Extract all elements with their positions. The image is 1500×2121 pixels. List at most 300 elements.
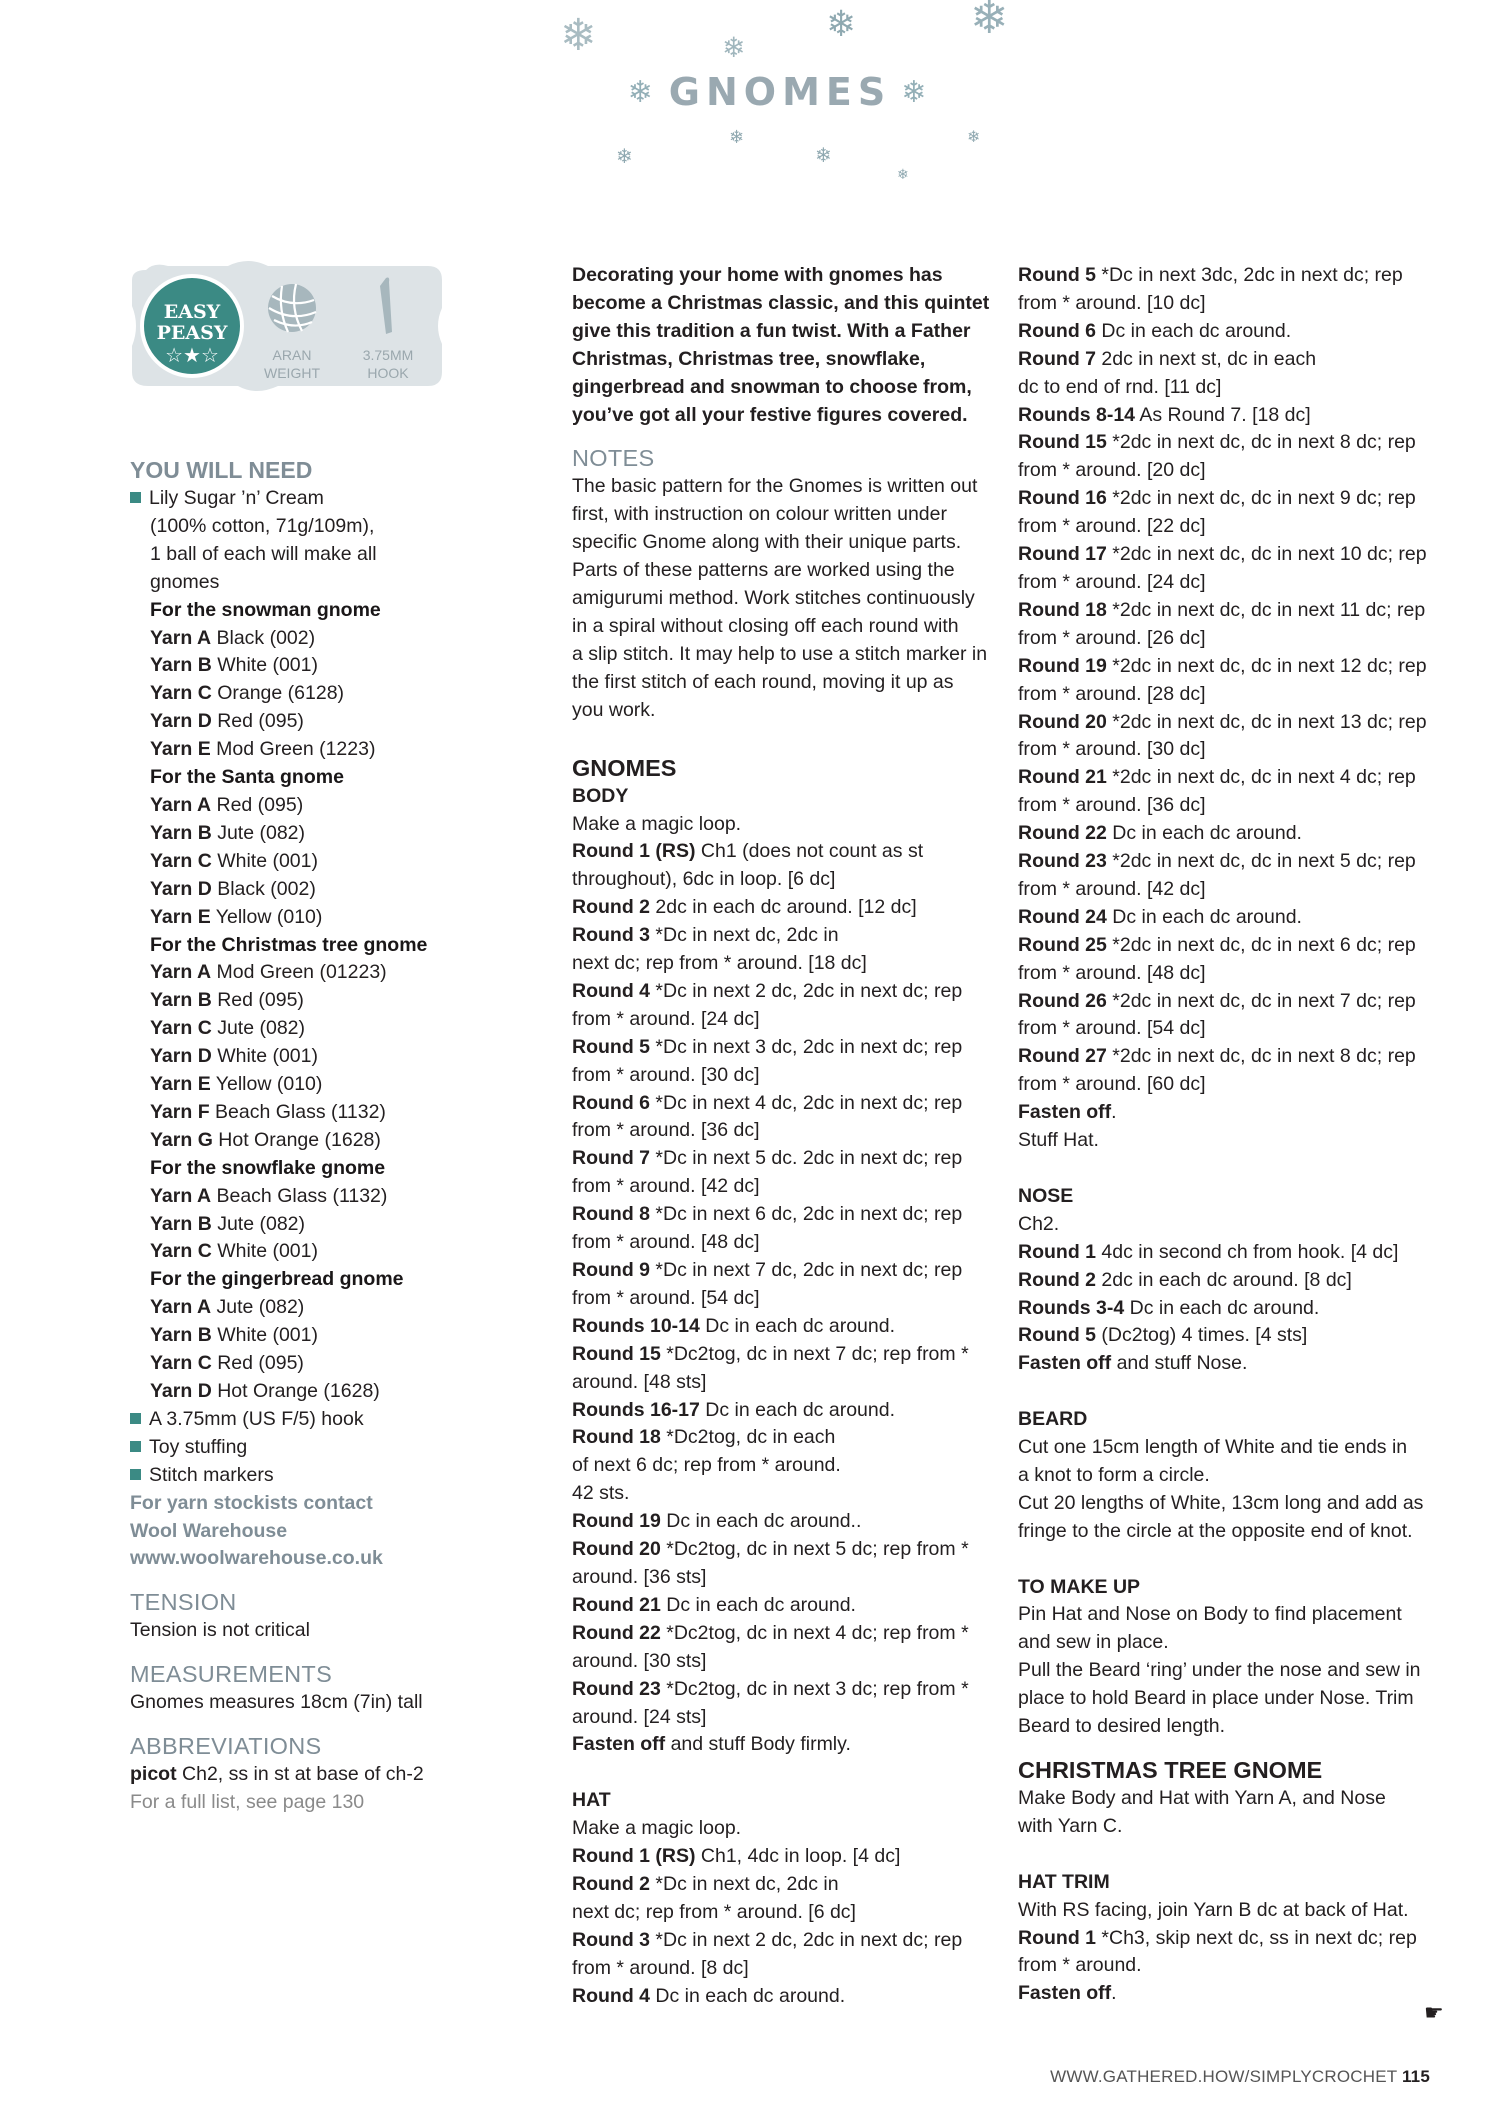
hat-trim-heading: HAT TRIM: [1018, 1870, 1110, 1893]
pattern-column-2: [1018, 262, 1458, 2008]
yarn-letter: Yarn A: [150, 961, 212, 984]
instruction-text: of next 6 dc; rep from * around.: [572, 1454, 841, 1477]
yarn-item: [130, 904, 530, 932]
instruction-text: *2dc in next dc, dc in next 7 dc; rep: [1106, 989, 1416, 1012]
instruction-line: [1018, 402, 1458, 430]
yarn-colour: Red (095): [216, 793, 304, 816]
yarn-colour: Jute (082): [216, 1296, 305, 1319]
instruction-line: [572, 978, 1002, 1006]
round-label: Round 6: [572, 1091, 650, 1114]
instruction-text: *2dc in next dc, dc in next 9 dc; rep: [1106, 487, 1416, 510]
instruction-line: [572, 1508, 1002, 1536]
round-label: Round 19: [1018, 654, 1107, 677]
instruction-line: [1018, 820, 1458, 848]
instruction-line: [1018, 513, 1458, 541]
instruction-text: from * around. [48 dc]: [572, 1231, 760, 1254]
instruction-line: [1018, 1071, 1458, 1099]
round-label: Round 2: [572, 1872, 650, 1895]
instruction-line: [1018, 1239, 1458, 1267]
instruction-line: [1018, 904, 1458, 932]
instruction-text: Ch2.: [1018, 1212, 1060, 1235]
instruction-text: from * around. [24 dc]: [572, 1007, 760, 1030]
round-label: Round 6: [1018, 319, 1096, 342]
round-label: Round 2: [572, 896, 650, 919]
instruction-line: [572, 1983, 1002, 2011]
instruction-text: from * around. [42 dc]: [1018, 877, 1206, 900]
round-label: Round 22: [1018, 822, 1107, 845]
instruction-line: [572, 1145, 1002, 1173]
round-label: Fasten off: [1018, 1982, 1112, 2005]
round-label: Round 8: [572, 1203, 650, 1226]
page-number: 115: [1401, 2067, 1430, 2086]
beard-heading: BEARD: [1018, 1408, 1088, 1431]
yarn-letter: Yarn C: [150, 682, 212, 705]
extra-supplies: [130, 1406, 530, 1490]
instruction-text: *Dc in next 3dc, 2dc in next dc; rep: [1096, 264, 1403, 286]
yarn-item: [130, 1350, 530, 1378]
instruction-text: around. [36 sts]: [572, 1565, 707, 1588]
page-footer: [1050, 2067, 1430, 2087]
instruction-line: [1018, 1897, 1458, 1925]
snowflake-icon: ❄: [560, 11, 597, 60]
supply-text: Stitch markers: [149, 1463, 274, 1486]
instruction-text: Ch1 (does not count as st: [695, 840, 924, 863]
instruction-line: [1018, 764, 1458, 792]
yarn-letter: Yarn C: [150, 849, 212, 872]
instruction-line: [572, 1927, 1002, 1955]
yarn-weight-line1: ARAN: [272, 347, 312, 363]
yarn-intro-text: 1 ball of each will make all: [150, 542, 377, 565]
yarn-colour: Mod Green (01223): [216, 961, 387, 984]
instruction-text: Dc in each dc around.: [1106, 905, 1302, 928]
yarn-letter: Yarn A: [150, 1184, 212, 1207]
instruction-text: from * around. [36 dc]: [572, 1119, 760, 1142]
instruction-text: Dc in each dc around.: [660, 1593, 856, 1616]
text-line: first, with instruction on colour written under: [572, 503, 947, 526]
instruction-line: [1018, 1127, 1458, 1155]
abbreviation-definition: Ch2, ss in st at base of ch-2: [176, 1763, 424, 1786]
yarn-colour: White (001): [217, 1324, 318, 1347]
you-will-need-heading: YOU WILL NEED: [130, 457, 313, 483]
instruction-line: [1018, 1211, 1458, 1239]
round-label: Round 27: [1018, 1045, 1107, 1068]
instruction-text: *Dc2tog, dc in next 5 dc; rep from *: [660, 1538, 969, 1561]
instruction-text: *Ch3, skip next dc, ss in next dc; rep: [1096, 1926, 1417, 1949]
yarn-letter: Yarn E: [150, 905, 211, 928]
instruction-text: .: [1111, 1982, 1117, 2005]
yarn-letter: Yarn E: [150, 1073, 211, 1096]
snowflake-icon: ❄: [970, 0, 1009, 43]
yarn-colour: White (001): [217, 1045, 318, 1068]
instruction-line: [1018, 429, 1458, 457]
yarn-letter: Yarn E: [150, 738, 211, 761]
yarn-colour: White (001): [217, 1240, 318, 1263]
abbreviations-heading: ABBREVIATIONS: [130, 1733, 322, 1760]
yarn-letter: Yarn D: [150, 1045, 212, 1068]
text-line: in a spiral without closing off each round with: [572, 614, 959, 637]
footer-url: WWW.GATHERED.HOW/SIMPLYCROCHET: [1050, 2067, 1398, 2086]
tension-heading: TENSION: [130, 1589, 237, 1616]
text-line: specific Gnome along with their unique parts.: [572, 531, 962, 554]
text-line: Make Body and Hat with Yarn A, and Nose: [1018, 1786, 1386, 1809]
instruction-line: [572, 1424, 1002, 1452]
beard-instructions: [1018, 1434, 1458, 1546]
instruction-text: 2dc in each dc around. [8 dc]: [1096, 1268, 1352, 1291]
instruction-text: *Dc in next 3 dc, 2dc in next dc; rep: [650, 1035, 963, 1058]
instruction-line: [1018, 485, 1458, 513]
instruction-line: [572, 1341, 1002, 1369]
round-label: Round 23: [1018, 850, 1107, 873]
instruction-line: [572, 1592, 1002, 1620]
text-line: fringe to the circle at the opposite end of knot.: [1018, 1519, 1413, 1542]
make-up-heading: TO MAKE UP: [1018, 1575, 1141, 1598]
body-instructions: [572, 811, 1002, 1760]
instruction-text: from * around. [54 dc]: [1018, 1017, 1206, 1040]
yarn-colour: White (001): [217, 849, 318, 872]
instruction-text: *2dc in next dc, dc in next 10 dc; rep: [1106, 543, 1427, 566]
instruction-text: from * around. [30 dc]: [572, 1063, 760, 1086]
yarn-item: [130, 987, 530, 1015]
round-label: Rounds 16-17: [572, 1398, 700, 1421]
instruction-line: [572, 1201, 1002, 1229]
christmas-tree-gnome-heading: CHRISTMAS TREE GNOME: [1018, 1756, 1323, 1783]
instruction-line: [572, 1871, 1002, 1899]
instruction-text: around. [30 sts]: [572, 1649, 707, 1672]
instruction-text: from * around. [54 dc]: [572, 1286, 760, 1309]
instruction-text: from * around. [24 dc]: [1018, 570, 1206, 593]
round-label: Round 4: [572, 1984, 650, 2007]
instruction-text: *2dc in next dc, dc in next 6 dc; rep: [1106, 933, 1416, 956]
instruction-line: [1018, 709, 1458, 737]
snowflake-icon: ❄: [729, 127, 745, 147]
instruction-line: [572, 1480, 1002, 1508]
instruction-line: [1018, 1267, 1458, 1295]
yarn-letter: Yarn D: [150, 877, 212, 900]
bullet-square-icon: [130, 492, 141, 503]
yarn-item: [130, 708, 530, 736]
instruction-line: [1018, 457, 1458, 485]
instruction-text: *2dc in next dc, dc in next 4 dc; rep: [1106, 766, 1416, 789]
instruction-line: [1018, 792, 1458, 820]
instruction-text: *2dc in next dc, dc in next 12 dc; rep: [1106, 654, 1427, 677]
yarn-letter: Yarn A: [150, 793, 212, 816]
instruction-text: dc to end of rnd. [11 dc]: [1018, 375, 1222, 398]
instruction-text: around. [48 sts]: [572, 1370, 707, 1393]
yarn-colour: Beach Glass (1132): [215, 1100, 386, 1123]
instruction-line: [1018, 1295, 1458, 1323]
round-label: Round 23: [572, 1677, 661, 1700]
instruction-text: from * around. [30 dc]: [1018, 738, 1206, 761]
text-line: a knot to form a circle.: [1018, 1463, 1210, 1486]
round-label: Round 19: [572, 1510, 661, 1533]
instruction-line: [1018, 541, 1458, 569]
contact-line: For yarn stockists contact: [130, 1491, 373, 1514]
round-label: Fasten off: [1018, 1352, 1112, 1375]
yarn-group-title: For the snowflake gnome: [150, 1156, 386, 1179]
pattern-column-1: [572, 262, 1002, 2010]
yarn-item: [130, 1378, 530, 1406]
instruction-text: *Dc in next 2 dc, 2dc in next dc; rep: [650, 979, 963, 1002]
instruction-line: [1018, 597, 1458, 625]
yarn-colour: Beach Glass (1132): [216, 1184, 388, 1207]
yarn-item: [130, 876, 530, 904]
snowflake-icon: ❄: [815, 145, 832, 167]
yarn-item: [130, 1015, 530, 1043]
round-label: Round 22: [572, 1621, 661, 1644]
instruction-text: from * around. [42 dc]: [572, 1175, 760, 1198]
yarn-item: [130, 1127, 530, 1155]
yarn-intro-text: (100% cotton, 71g/109m),: [150, 514, 375, 537]
instruction-text: Make a magic loop.: [572, 812, 742, 835]
yarn-letter: Yarn B: [150, 821, 212, 844]
instruction-text: Ch1, 4dc in loop. [4 dc]: [695, 1845, 901, 1868]
yarn-letter: Yarn B: [150, 1324, 212, 1347]
yarn-colour: Jute (082): [217, 821, 306, 844]
instruction-line: [1018, 1322, 1458, 1350]
text-line: and sew in place.: [1018, 1631, 1169, 1654]
text-line: Decorating your home with gnomes has: [572, 264, 943, 286]
contact-line: www.woolwarehouse.co.uk: [130, 1547, 383, 1570]
instruction-text: from * around. [22 dc]: [1018, 515, 1206, 538]
yarn-colour: Orange (6128): [217, 682, 345, 705]
bullet-square-icon: [130, 1469, 141, 1480]
yarn-item: [130, 625, 530, 653]
instruction-text: *Dc2tog, dc in next 4 dc; rep from *: [660, 1621, 969, 1644]
instruction-line: [1018, 653, 1458, 681]
yarn-colour: Mod Green (1223): [216, 738, 376, 761]
text-line: Christmas, Christmas tree, snowflake,: [572, 347, 926, 370]
hat-instructions-continued: [1018, 262, 1458, 1155]
snowflake-icon: ❄: [901, 75, 933, 110]
instruction-line: [572, 866, 1002, 894]
instruction-line: [572, 838, 1002, 866]
instruction-text: Make a magic loop.: [572, 1817, 742, 1840]
instruction-line: [572, 1955, 1002, 1983]
round-label: Round 20: [1018, 710, 1107, 733]
instruction-line: [572, 1648, 1002, 1676]
yarn-colour: Red (095): [217, 989, 304, 1012]
round-label: Round 3: [572, 1928, 650, 1951]
yarn-intro-line: [130, 485, 530, 513]
yarn-group-title: For the Christmas tree gnome: [150, 933, 428, 956]
instruction-text: from * around. [28 dc]: [1018, 682, 1206, 705]
instruction-line: [572, 1843, 1002, 1871]
round-label: Round 18: [1018, 598, 1107, 621]
text-line: Pin Hat and Nose on Body to find placement: [1018, 1603, 1402, 1626]
instruction-text: 2dc in each dc around. [12 dc]: [650, 896, 917, 919]
instruction-text: 4dc in second ch from hook. [4 dc]: [1096, 1240, 1399, 1263]
instruction-line: [572, 1731, 1002, 1759]
round-label: Rounds 8-14: [1018, 403, 1136, 426]
round-label: Rounds 10-14: [572, 1314, 700, 1337]
snowflake-icon: ❄: [627, 75, 659, 110]
yarn-item: [130, 820, 530, 848]
round-label: Round 24: [1018, 905, 1107, 928]
hat-heading: HAT: [572, 1789, 611, 1812]
hat-instructions: [572, 1815, 1002, 2010]
yarn-colour: Black (002): [217, 877, 316, 900]
pattern-info-badge: [128, 256, 446, 396]
hat-trim-instructions: [1018, 1897, 1458, 2009]
instruction-text: *Dc in next 2 dc, 2dc in next dc; rep: [650, 1928, 963, 1951]
instruction-line: [1018, 1350, 1458, 1378]
contact-line: Wool Warehouse: [130, 1519, 288, 1542]
instruction-text: from * around. [26 dc]: [1018, 626, 1206, 649]
instruction-line: [572, 1090, 1002, 1118]
yarn-item: [130, 1183, 530, 1211]
instruction-line: [572, 1285, 1002, 1313]
instruction-text: Dc in each dc around..: [660, 1510, 862, 1533]
snowflake-icon: ❄: [967, 129, 981, 146]
instruction-line: [1018, 681, 1458, 709]
body-heading: BODY: [572, 784, 629, 807]
yarn-item: [130, 1071, 530, 1099]
yarn-intro-text: gnomes: [150, 570, 220, 593]
yarn-colour: Yellow (010): [215, 1073, 323, 1096]
yarn-item: [130, 736, 530, 764]
instruction-line: [1018, 1043, 1458, 1071]
instruction-line: [572, 1899, 1002, 1927]
round-label: Round 15: [1018, 431, 1107, 454]
skill-stars-icon: ☆★☆: [165, 343, 219, 367]
instruction-text: *2dc in next dc, dc in next 8 dc; rep: [1106, 1045, 1416, 1068]
instruction-line: [1018, 1099, 1458, 1127]
materials-column: [130, 455, 530, 1817]
instruction-text: (Dc2tog) 4 times. [4 sts]: [1096, 1324, 1308, 1347]
instruction-text: from * around. [8 dc]: [572, 1956, 749, 1979]
yarn-groups: [130, 597, 530, 1406]
instruction-text: next dc; rep from * around. [18 dc]: [572, 952, 867, 975]
round-label: Round 5: [1018, 264, 1096, 286]
instruction-text: next dc; rep from * around. [6 dc]: [572, 1900, 856, 1923]
instruction-line: [572, 1676, 1002, 1704]
instruction-line: [1018, 374, 1458, 402]
yarn-item: [130, 792, 530, 820]
instruction-line: [1018, 318, 1458, 346]
instruction-text: around. [24 sts]: [572, 1705, 707, 1728]
instruction-text: Dc in each dc around.: [699, 1314, 895, 1337]
bullet-square-icon: [130, 1413, 141, 1424]
instruction-line: [1018, 262, 1458, 290]
round-label: Round 1 (RS): [572, 1845, 696, 1868]
yarn-item: [130, 680, 530, 708]
instruction-text: Dc in each dc around.: [650, 1984, 846, 2007]
hook-size-line2: HOOK: [367, 365, 409, 381]
instruction-line: [1018, 1980, 1458, 2008]
yarn-colour: Red (095): [217, 1352, 304, 1375]
instruction-text: *Dc in next dc, 2dc in: [650, 1872, 839, 1895]
instruction-line: [1018, 848, 1458, 876]
bullet-square-icon: [130, 1441, 141, 1452]
instruction-line: [572, 1173, 1002, 1201]
measurements-text: Gnomes measures 18cm (7in) tall: [130, 1691, 423, 1714]
instruction-text: from * around. [60 dc]: [1018, 1073, 1206, 1096]
yarn-intro-text: Lily Sugar ’n’ Cream: [149, 487, 324, 509]
round-label: Round 1: [1018, 1240, 1096, 1263]
instruction-text: from * around.: [1018, 1954, 1142, 1977]
round-label: Round 15: [572, 1342, 661, 1365]
instruction-text: from * around. [48 dc]: [1018, 961, 1206, 984]
round-label: Round 21: [1018, 766, 1107, 789]
instruction-line: [1018, 988, 1458, 1016]
instruction-line: [572, 950, 1002, 978]
round-label: Round 21: [572, 1593, 661, 1616]
instruction-text: 2dc in next st, dc in each: [1096, 347, 1317, 370]
round-label: Round 4: [572, 979, 650, 1002]
instruction-line: [572, 811, 1002, 839]
hook-size-line1: 3.75MM: [362, 347, 414, 363]
text-line: Beard to desired length.: [1018, 1715, 1226, 1738]
text-line: with Yarn C.: [1018, 1814, 1123, 1837]
text-line: Parts of these patterns are worked using the: [572, 559, 955, 582]
instruction-text: Dc in each dc around.: [1106, 822, 1302, 845]
supply-item: [130, 1406, 530, 1434]
yarn-item: [130, 1043, 530, 1071]
yarn-colour: Hot Orange (1628): [218, 1128, 381, 1151]
yarn-letter: Yarn C: [150, 1352, 212, 1375]
skill-level-line2: PEASY: [156, 322, 228, 344]
instruction-line: [572, 1704, 1002, 1732]
snowflake-icon: ❄: [722, 32, 746, 63]
text-line: place to hold Beard in place under Nose. Trim: [1018, 1687, 1414, 1710]
instruction-text: and stuff Body firmly.: [665, 1733, 851, 1756]
round-label: Round 1 (RS): [572, 840, 696, 863]
instruction-line: [572, 1313, 1002, 1341]
text-line: Cut one 15cm length of White and tie ends in: [1018, 1436, 1408, 1459]
round-label: Fasten off: [1018, 1101, 1112, 1124]
round-label: Round 2: [1018, 1268, 1096, 1291]
instruction-line: [1018, 1952, 1458, 1980]
yarn-item: [130, 1322, 530, 1350]
make-up-instructions: [1018, 1601, 1458, 1741]
instruction-line: [572, 1564, 1002, 1592]
instruction-line: [572, 1257, 1002, 1285]
instruction-line: [1018, 876, 1458, 904]
yarn-intro-line: [130, 513, 530, 541]
yarn-group-title: For the Santa gnome: [150, 766, 344, 789]
round-label: Round 9: [572, 1259, 650, 1281]
instruction-line: [1018, 625, 1458, 653]
supply-item: [130, 1434, 530, 1462]
instruction-line: [1018, 569, 1458, 597]
yarn-letter: Yarn A: [150, 1296, 212, 1319]
yarn-group-title: For the snowman gnome: [150, 598, 381, 621]
yarn-intro-line: [130, 569, 530, 597]
instruction-line: [572, 1006, 1002, 1034]
supply-text: A 3.75mm (US F/5) hook: [149, 1407, 364, 1430]
round-label: Round 16: [1018, 487, 1107, 510]
round-label: Round 20: [572, 1538, 661, 1561]
text-line: a slip stitch. It may help to use a stitch marker in: [572, 642, 988, 665]
supply-text: Toy stuffing: [149, 1435, 248, 1458]
notes-paragraph: [572, 473, 1002, 724]
supply-item: [130, 1462, 530, 1490]
instruction-line: [1018, 346, 1458, 374]
instruction-text: from * around. [10 dc]: [1018, 291, 1206, 314]
yarn-letter: Yarn C: [150, 1017, 212, 1040]
notes-heading: NOTES: [572, 445, 655, 472]
text-line: amigurumi method. Work stitches continuously: [572, 587, 975, 610]
instruction-text: .: [1111, 1101, 1117, 1124]
yarn-colour: White (001): [217, 654, 318, 677]
yarn-intro: [130, 485, 530, 597]
instruction-text: from * around. [36 dc]: [1018, 794, 1206, 817]
yarn-ball-icon: [268, 284, 316, 332]
text-line: gingerbread and snowman to choose from,: [572, 375, 972, 398]
yarn-group-title: For the gingerbread gnome: [150, 1268, 404, 1291]
instruction-text: *2dc in next dc, dc in next 11 dc; rep: [1106, 598, 1426, 621]
snowflake-icon: ❄: [897, 166, 909, 182]
